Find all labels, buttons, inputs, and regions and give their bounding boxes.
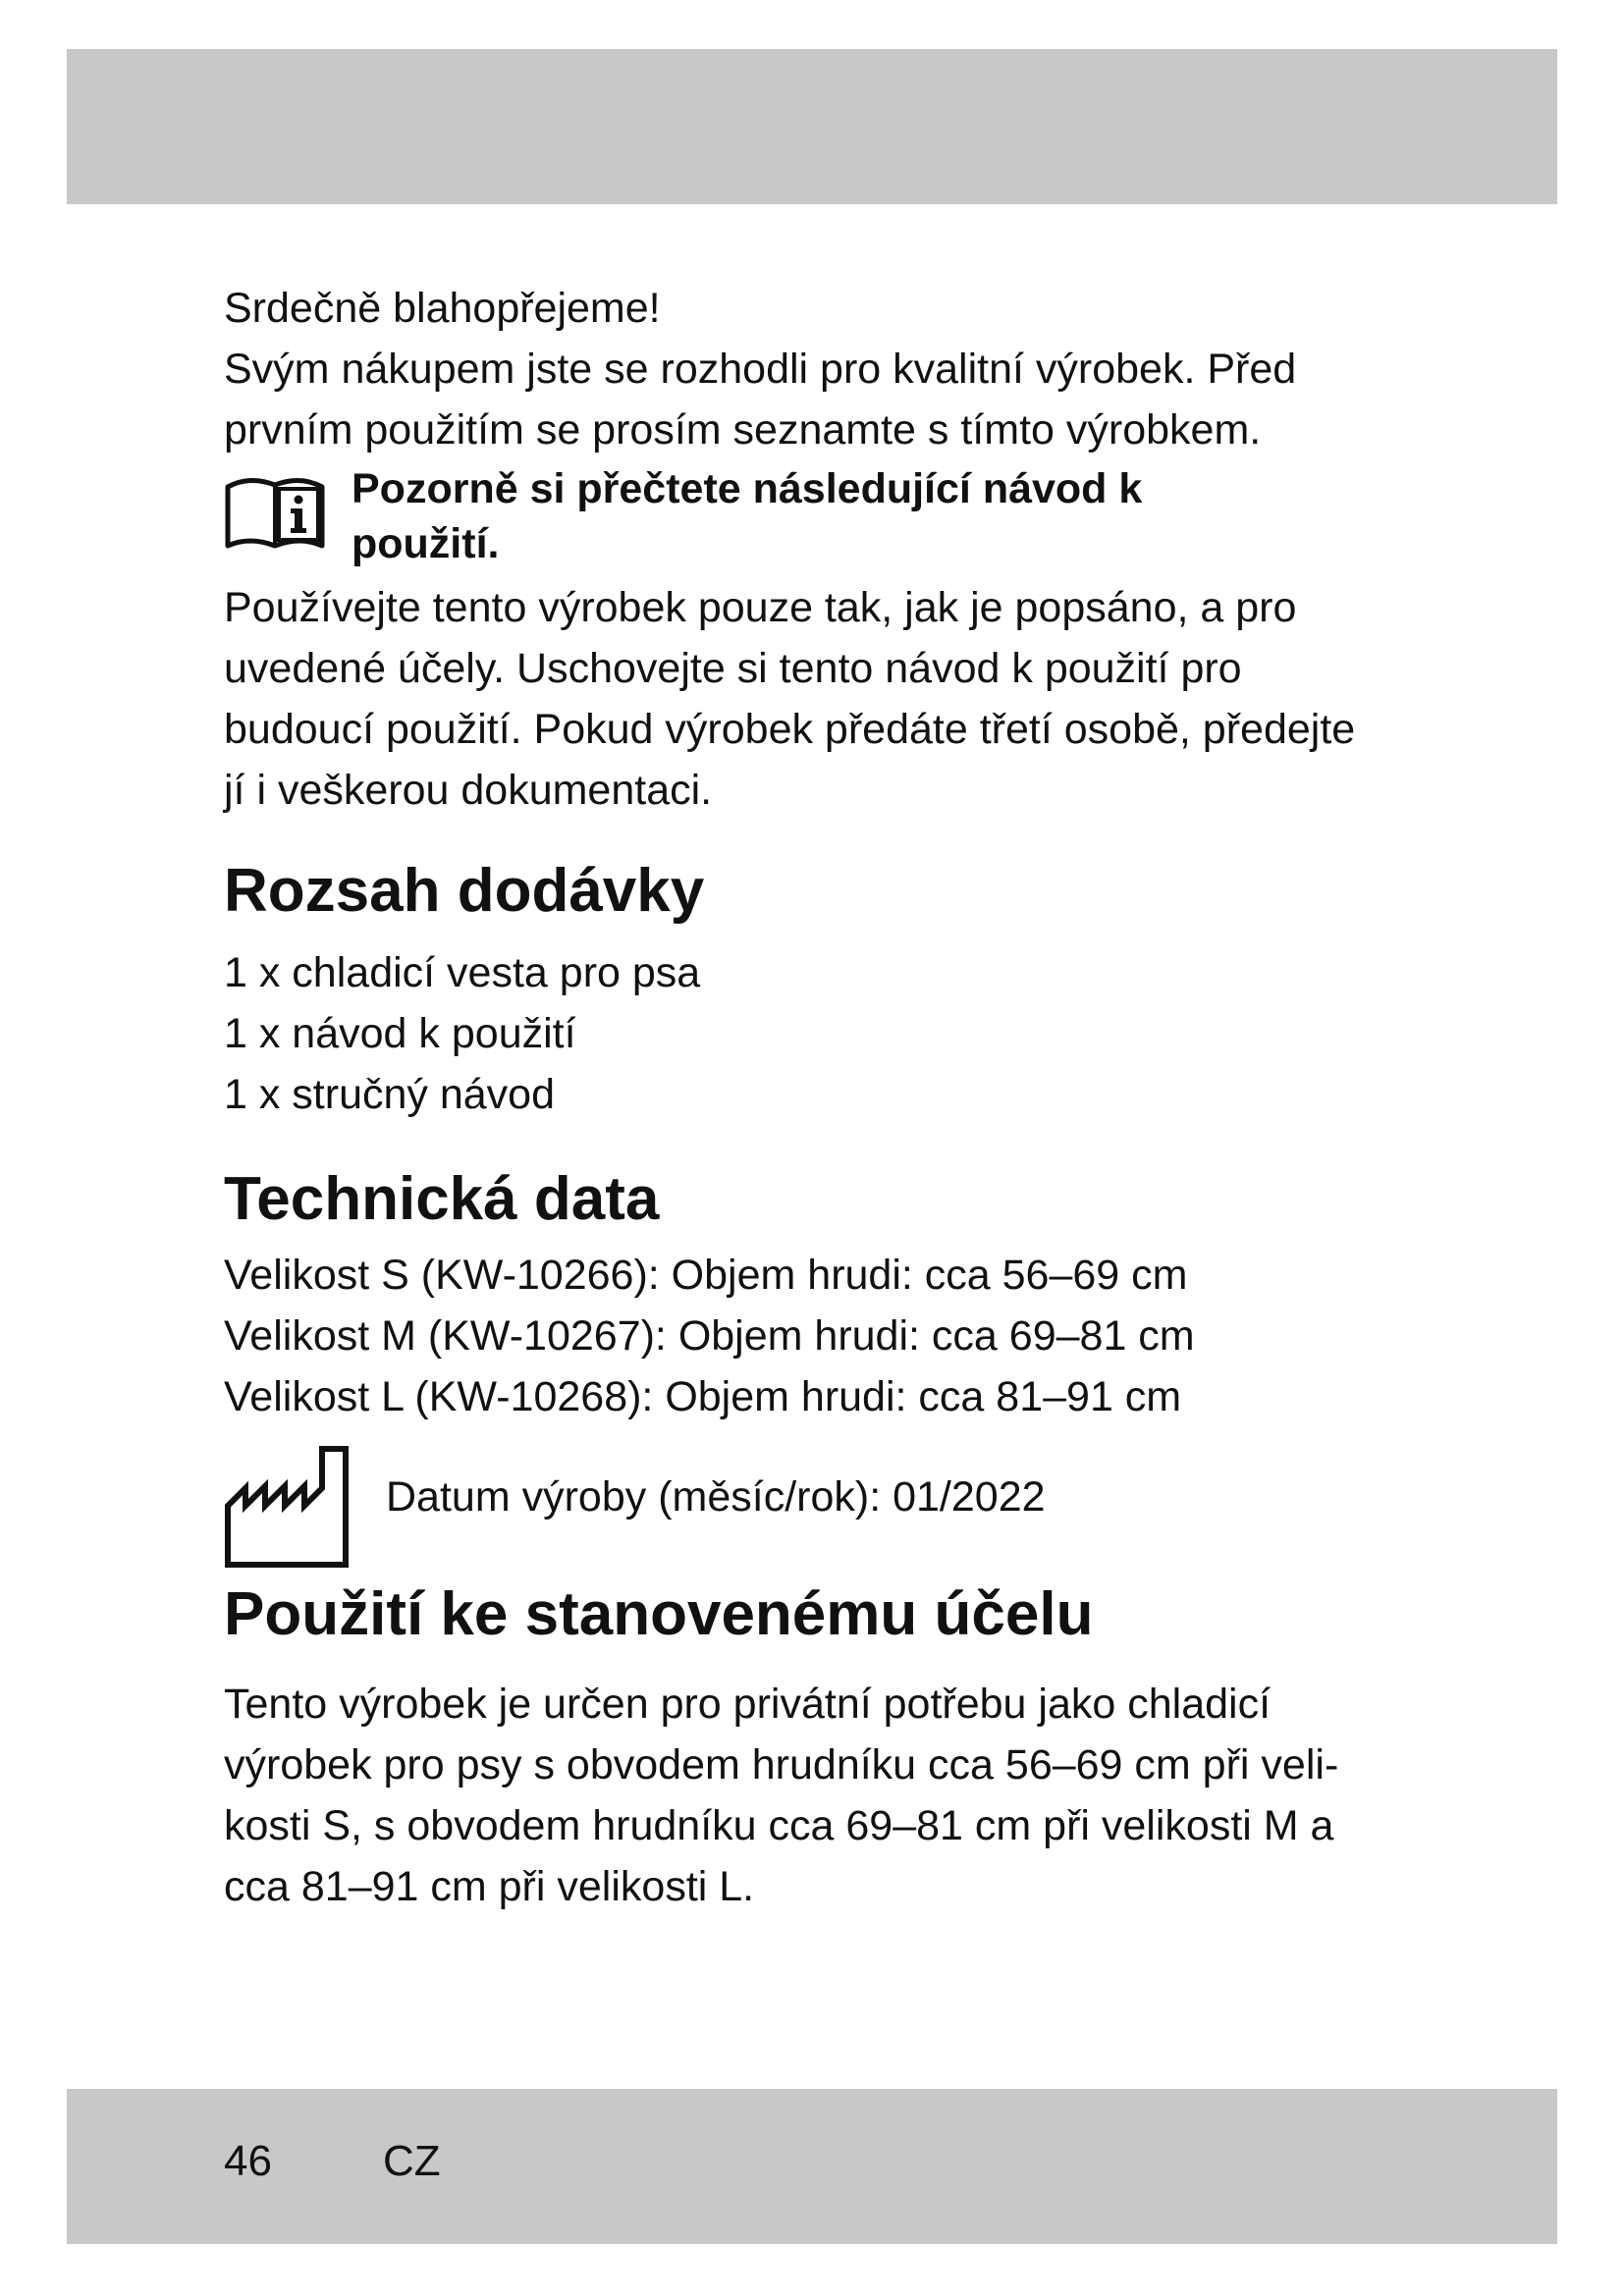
tech-heading: Technická data (224, 1165, 660, 1233)
scope-heading: Rozsah dodávky (224, 857, 705, 925)
usage-line: budoucí použití. Pokud výrobek předáte třetí osobě, předejte (224, 706, 1356, 753)
usage-line: jí i veškerou dokumentaci. (224, 767, 713, 814)
list-item: 1 x chladicí vesta pro psa (224, 949, 701, 996)
notice-line: použití. (352, 520, 500, 567)
list-item: 1 x návod k použití (224, 1010, 576, 1057)
usage-line: Používejte tento výrobek pouze tak, jak je popsáno, a pro (224, 584, 1297, 631)
notice-line: Pozorně si přečtete následující návod k (352, 465, 1143, 512)
list-item: Velikost L (KW-10268): Objem hrudi: cca 81–91 cm (224, 1373, 1182, 1420)
usage-line: uvedené účely. Uschovejte si tento návod k použití pro (224, 645, 1242, 692)
list-item: 1 x stručný návod (224, 1071, 556, 1118)
page-number: 46 (224, 2137, 272, 2185)
scope-list (224, 942, 700, 1125)
notice-text (352, 461, 1142, 571)
intended-use-line: Tento výrobek je určen pro privátní potřebu jako chladicí (224, 1681, 1272, 1728)
intended-use-line: kosti S, s obvodem hrudníku cca 69–81 cm při velikosti M a (224, 1802, 1334, 1849)
manufacture-date-text: Datum výroby (měsíc/rok): 01/2022 (386, 1473, 1046, 1521)
intro-paragraph (224, 278, 1296, 460)
usage-paragraph (224, 577, 1355, 821)
header-band (67, 49, 1557, 204)
factory-icon (224, 1445, 350, 1569)
intended-use-line: cca 81–91 cm při velikosti L. (224, 1863, 755, 1910)
book-info-icon (224, 473, 326, 554)
manufacture-date-row (224, 1445, 1432, 1573)
list-item: Velikost S (KW-10266): Objem hrudi: cca 56–69 cm (224, 1252, 1188, 1299)
intended-use-heading: Použití ke stanovenému účelu (224, 1580, 1094, 1648)
footer-band (67, 2089, 1557, 2244)
intended-use-line: výrobek pro psy s obvodem hrudníku cca 56–69 cm při veli- (224, 1741, 1339, 1789)
language-code: CZ (383, 2137, 441, 2185)
intro-line: Svým nákupem jste se rozhodli pro kvalitní výrobek. Před (224, 346, 1297, 393)
intro-line: prvním použitím se prosím seznamte s tímto výrobkem. (224, 406, 1262, 454)
intended-use-paragraph (224, 1674, 1338, 1917)
list-item: Velikost M (KW-10267): Objem hrudi: cca 69–81 cm (224, 1312, 1195, 1360)
intro-line: Srdečně blahopřejeme! (224, 285, 661, 332)
tech-list (224, 1245, 1195, 1427)
